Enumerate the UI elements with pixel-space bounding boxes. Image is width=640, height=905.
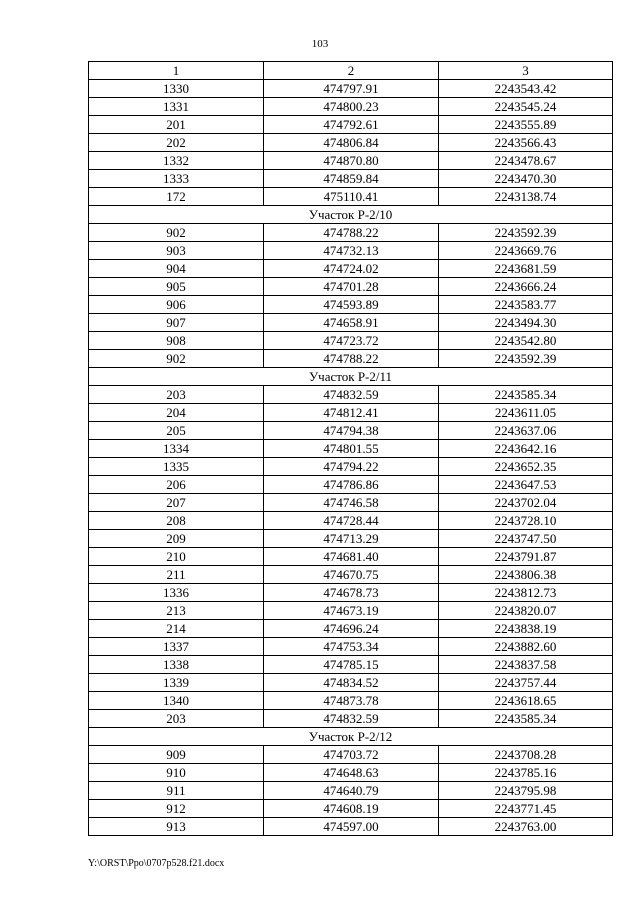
x-coordinate-cell: 474812.41 [264, 404, 439, 422]
point-number-cell: 209 [89, 530, 264, 548]
y-coordinate-cell: 2243592.39 [439, 224, 613, 242]
table-row [89, 620, 613, 638]
x-coordinate-cell: 474670.75 [264, 566, 439, 584]
x-coordinate-cell: 474681.40 [264, 548, 439, 566]
y-coordinate-cell: 2243728.10 [439, 512, 613, 530]
y-coordinate-cell: 2243757.44 [439, 674, 613, 692]
y-coordinate-cell: 2243555.89 [439, 116, 613, 134]
point-number-cell: 210 [89, 548, 264, 566]
table-row [89, 818, 613, 836]
table-header-cell: 3 [439, 62, 613, 80]
y-coordinate-cell: 2243545.24 [439, 98, 613, 116]
y-coordinate-cell: 2243566.43 [439, 134, 613, 152]
table-row [89, 566, 613, 584]
y-coordinate-cell: 2243138.74 [439, 188, 613, 206]
y-coordinate-cell: 2243747.50 [439, 530, 613, 548]
y-coordinate-cell: 2243791.87 [439, 548, 613, 566]
point-number-cell: 211 [89, 566, 264, 584]
table-row [89, 692, 613, 710]
point-number-cell: 906 [89, 296, 264, 314]
point-number-cell: 214 [89, 620, 264, 638]
x-coordinate-cell: 474834.52 [264, 674, 439, 692]
section-title: Участок Р-2/10 [89, 206, 613, 224]
y-coordinate-cell: 2243795.98 [439, 782, 613, 800]
coordinates-table [88, 61, 613, 836]
x-coordinate-cell: 474801.55 [264, 440, 439, 458]
x-coordinate-cell: 474800.23 [264, 98, 439, 116]
page-number: 103 [311, 38, 329, 50]
point-number-cell: 1330 [89, 80, 264, 98]
table-row [89, 638, 613, 656]
footer-file-path: Y:\ORST\Ppo\0707p528.f21.docx [88, 858, 225, 869]
table-header-cell: 1 [89, 62, 264, 80]
point-number-cell: 203 [89, 710, 264, 728]
y-coordinate-cell: 2243618.65 [439, 692, 613, 710]
table-row [89, 260, 613, 278]
point-number-cell: 913 [89, 818, 264, 836]
point-number-cell: 206 [89, 476, 264, 494]
table-header-cell: 2 [264, 62, 439, 80]
table-row [89, 800, 613, 818]
table-row [89, 710, 613, 728]
point-number-cell: 904 [89, 260, 264, 278]
table-row [89, 458, 613, 476]
x-coordinate-cell: 474640.79 [264, 782, 439, 800]
table-row [89, 512, 613, 530]
point-number-cell: 905 [89, 278, 264, 296]
x-coordinate-cell: 474648.63 [264, 764, 439, 782]
y-coordinate-cell: 2243592.39 [439, 350, 613, 368]
x-coordinate-cell: 474723.72 [264, 332, 439, 350]
point-number-cell: 1334 [89, 440, 264, 458]
y-coordinate-cell: 2243585.34 [439, 386, 613, 404]
table-row [89, 530, 613, 548]
table-row [89, 782, 613, 800]
y-coordinate-cell: 2243806.38 [439, 566, 613, 584]
y-coordinate-cell: 2243542.80 [439, 332, 613, 350]
y-coordinate-cell: 2243812.73 [439, 584, 613, 602]
table-row [89, 314, 613, 332]
point-number-cell: 203 [89, 386, 264, 404]
table-row [89, 494, 613, 512]
point-number-cell: 911 [89, 782, 264, 800]
point-number-cell: 903 [89, 242, 264, 260]
x-coordinate-cell: 474728.44 [264, 512, 439, 530]
x-coordinate-cell: 474788.22 [264, 350, 439, 368]
point-number-cell: 208 [89, 512, 264, 530]
point-number-cell: 1339 [89, 674, 264, 692]
table-row [89, 170, 613, 188]
point-number-cell: 907 [89, 314, 264, 332]
point-number-cell: 172 [89, 188, 264, 206]
x-coordinate-cell: 474701.28 [264, 278, 439, 296]
point-number-cell: 213 [89, 602, 264, 620]
table-row [89, 404, 613, 422]
section-header-row [89, 206, 613, 224]
table-row [89, 422, 613, 440]
x-coordinate-cell: 474797.91 [264, 80, 439, 98]
y-coordinate-cell: 2243637.06 [439, 422, 613, 440]
point-number-cell: 902 [89, 350, 264, 368]
table-row [89, 134, 613, 152]
y-coordinate-cell: 2243763.00 [439, 818, 613, 836]
table-row [89, 188, 613, 206]
y-coordinate-cell: 2243611.05 [439, 404, 613, 422]
table-header-row [89, 62, 613, 80]
point-number-cell: 1337 [89, 638, 264, 656]
point-number-cell: 201 [89, 116, 264, 134]
x-coordinate-cell: 474753.34 [264, 638, 439, 656]
x-coordinate-cell: 474703.72 [264, 746, 439, 764]
y-coordinate-cell: 2243702.04 [439, 494, 613, 512]
y-coordinate-cell: 2243494.30 [439, 314, 613, 332]
point-number-cell: 1331 [89, 98, 264, 116]
point-number-cell: 1336 [89, 584, 264, 602]
section-header-row [89, 728, 613, 746]
table-row [89, 584, 613, 602]
point-number-cell: 908 [89, 332, 264, 350]
y-coordinate-cell: 2243666.24 [439, 278, 613, 296]
x-coordinate-cell: 474794.22 [264, 458, 439, 476]
point-number-cell: 1333 [89, 170, 264, 188]
y-coordinate-cell: 2243837.58 [439, 656, 613, 674]
x-coordinate-cell: 474713.29 [264, 530, 439, 548]
point-number-cell: 902 [89, 224, 264, 242]
table-row [89, 98, 613, 116]
y-coordinate-cell: 2243470.30 [439, 170, 613, 188]
x-coordinate-cell: 474806.84 [264, 134, 439, 152]
table-row [89, 152, 613, 170]
y-coordinate-cell: 2243478.67 [439, 152, 613, 170]
table-row [89, 116, 613, 134]
point-number-cell: 207 [89, 494, 264, 512]
section-title: Участок Р-2/12 [89, 728, 613, 746]
table-row [89, 242, 613, 260]
x-coordinate-cell: 474696.24 [264, 620, 439, 638]
point-number-cell: 1332 [89, 152, 264, 170]
table-row [89, 440, 613, 458]
point-number-cell: 1338 [89, 656, 264, 674]
table-row [89, 656, 613, 674]
table-row [89, 224, 613, 242]
table-row [89, 764, 613, 782]
x-coordinate-cell: 474792.61 [264, 116, 439, 134]
y-coordinate-cell: 2243669.76 [439, 242, 613, 260]
point-number-cell: 205 [89, 422, 264, 440]
y-coordinate-cell: 2243647.53 [439, 476, 613, 494]
y-coordinate-cell: 2243838.19 [439, 620, 613, 638]
x-coordinate-cell: 474794.38 [264, 422, 439, 440]
table-row [89, 386, 613, 404]
x-coordinate-cell: 474785.15 [264, 656, 439, 674]
point-number-cell: 202 [89, 134, 264, 152]
point-number-cell: 909 [89, 746, 264, 764]
point-number-cell: 912 [89, 800, 264, 818]
point-number-cell: 1340 [89, 692, 264, 710]
x-coordinate-cell: 475110.41 [264, 188, 439, 206]
table-row [89, 278, 613, 296]
x-coordinate-cell: 474608.19 [264, 800, 439, 818]
x-coordinate-cell: 474673.19 [264, 602, 439, 620]
x-coordinate-cell: 474832.59 [264, 710, 439, 728]
point-number-cell: 1335 [89, 458, 264, 476]
section-header-row [89, 368, 613, 386]
x-coordinate-cell: 474859.84 [264, 170, 439, 188]
y-coordinate-cell: 2243820.07 [439, 602, 613, 620]
table-row [89, 476, 613, 494]
table-body [89, 62, 613, 836]
y-coordinate-cell: 2243771.45 [439, 800, 613, 818]
section-title: Участок Р-2/11 [89, 368, 613, 386]
table-row [89, 296, 613, 314]
y-coordinate-cell: 2243642.16 [439, 440, 613, 458]
y-coordinate-cell: 2243882.60 [439, 638, 613, 656]
table-row [89, 350, 613, 368]
x-coordinate-cell: 474832.59 [264, 386, 439, 404]
table-row [89, 332, 613, 350]
table-row [89, 548, 613, 566]
x-coordinate-cell: 474873.78 [264, 692, 439, 710]
table-row [89, 746, 613, 764]
x-coordinate-cell: 474593.89 [264, 296, 439, 314]
table-row [89, 602, 613, 620]
y-coordinate-cell: 2243585.34 [439, 710, 613, 728]
x-coordinate-cell: 474732.13 [264, 242, 439, 260]
x-coordinate-cell: 474788.22 [264, 224, 439, 242]
x-coordinate-cell: 474658.91 [264, 314, 439, 332]
point-number-cell: 910 [89, 764, 264, 782]
x-coordinate-cell: 474678.73 [264, 584, 439, 602]
table-row [89, 674, 613, 692]
point-number-cell: 204 [89, 404, 264, 422]
y-coordinate-cell: 2243543.42 [439, 80, 613, 98]
x-coordinate-cell: 474597.00 [264, 818, 439, 836]
x-coordinate-cell: 474724.02 [264, 260, 439, 278]
y-coordinate-cell: 2243583.77 [439, 296, 613, 314]
x-coordinate-cell: 474746.58 [264, 494, 439, 512]
y-coordinate-cell: 2243708.28 [439, 746, 613, 764]
table-row [89, 80, 613, 98]
x-coordinate-cell: 474786.86 [264, 476, 439, 494]
y-coordinate-cell: 2243652.35 [439, 458, 613, 476]
x-coordinate-cell: 474870.80 [264, 152, 439, 170]
y-coordinate-cell: 2243785.16 [439, 764, 613, 782]
y-coordinate-cell: 2243681.59 [439, 260, 613, 278]
